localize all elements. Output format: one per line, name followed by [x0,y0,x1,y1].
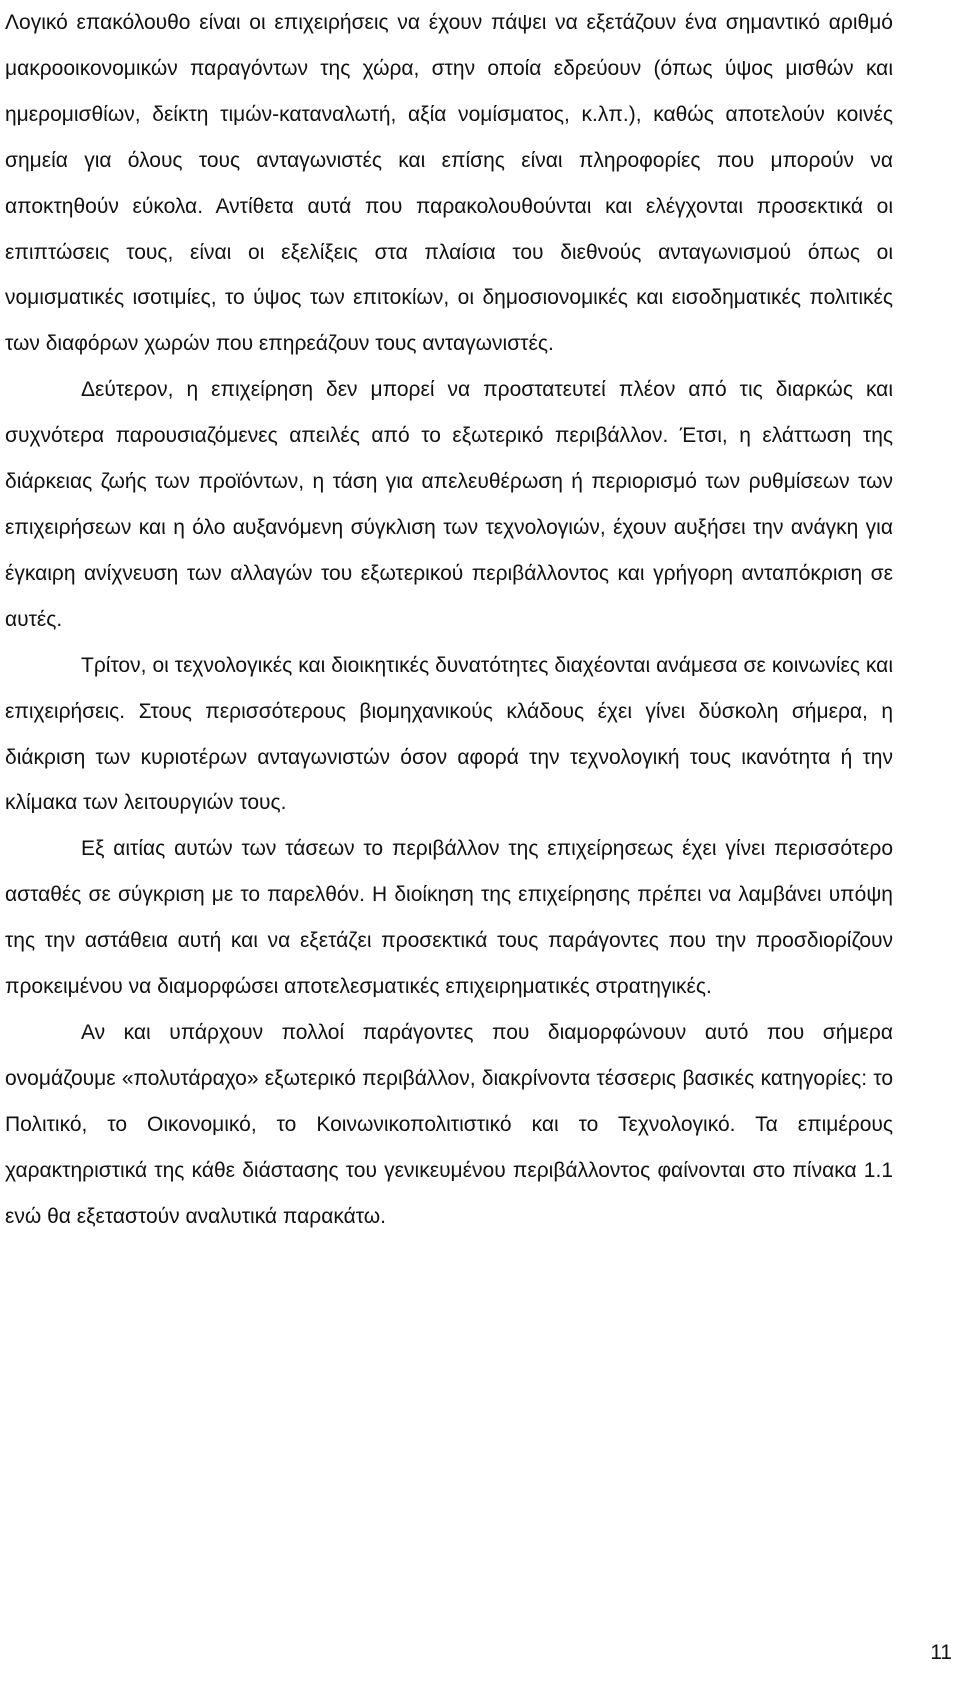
paragraph-5: Αν και υπάρχουν πολλοί παράγοντες που διαμορφώνουν αυτό που σήμερα ονομάζουμε «πολυτάραχο» εξωτερικό περιβάλλον, διακρίνοντα τέσσερις βασικές κατηγορίες: το Πολιτικό, το Οικονομικό, το Κοινωνικοπολιτιστικό και το Τεχνολογικό. Τα επιμέρους χαρακτηριστικά της κάθε διάστασης του γενικευμένου περιβάλλοντος φαίνονται στο πίνακα 1.1 ενώ θα εξεταστούν αναλυτικά παρακάτω. [5,1020,893,1228]
document-page [5,0,893,1239]
paragraph-1: Λογικό επακόλουθο είναι οι επιχειρήσεις να έχουν πάψει να εξετάζουν ένα σημαντικό αριθμό μακροοικονομικών παραγόντων της χώρα, στην οποία εδρεύουν (όπως ύψος μισθών και ημερομισθίων, δείκτη τιμών-καταναλωτή, αξία νομίσματος, κ.λπ.), καθώς αποτελούν κοινές σημεία για όλους τους ανταγωνιστές και επίσης είναι πληροφορίες που μπορούν να αποκτηθούν εύκολα. Αντίθετα αυτά που παρακολουθούνται και ελέγχονται προσεκτικά οι επιπτώσεις τους, είναι οι εξελίξεις στα πλαίσια του διεθνούς ανταγωνισμού όπως οι νομισματικές ισοτιμίες, το ύψος των επιτοκίων, οι δημοσιονομικές και εισοδηματικές πολιτικές των διαφόρων χωρών που επηρεάζουν τους ανταγωνιστές. [5,11,893,356]
page-number: 11 [930,1641,952,1664]
paragraph-4: Εξ αιτίας αυτών των τάσεων το περιβάλλον της επιχείρησεως έχει γίνει περισσότερο ασταθές σε σύγκριση με το παρελθόν. Η διοίκηση της επιχείρησης πρέπει να λαμβάνει υπόψη της την αστάθεια αυτή και να εξετάζει προσεκτικά τους παράγοντες που την προσδιορίζουν προκειμένου να διαμορφώσει αποτελεσματικές επιχειρηματικές στρατηγικές. [5,837,893,999]
paragraph-2: Δεύτερον, η επιχείρηση δεν μπορεί να προστατευτεί πλέον από τις διαρκώς και συχνότερα παρουσιαζόμενες απειλές από το εξωτερικό περιβάλλον. Έτσι, η ελάττωση της διάρκειας ζωής των προϊόντων, η τάση για απελευθέρωση ή περιορισμό των ρυθμίσεων των επιχειρήσεων και η όλο αυξανόμενη σύγκλιση των τεχνολογιών, έχουν αυξήσει την ανάγκη για έγκαιρη ανίχνευση των αλλαγών του εξωτερικού περιβάλλοντος και γρήγορη ανταπόκριση σε αυτές. [5,378,893,631]
paragraph-3: Τρίτον, οι τεχνολογικές και διοικητικές δυνατότητες διαχέονται ανάμεσα σε κοινωνίες και επιχειρήσεις. Στους περισσότερους βιομηχανικούς κλάδους έχει γίνει δύσκολη σήμερα, η διάκριση των κυριοτέρων ανταγωνιστών όσον αφορά την τεχνολογική τους ικανότητα ή την κλίμακα των λειτουργιών τους. [5,653,893,815]
